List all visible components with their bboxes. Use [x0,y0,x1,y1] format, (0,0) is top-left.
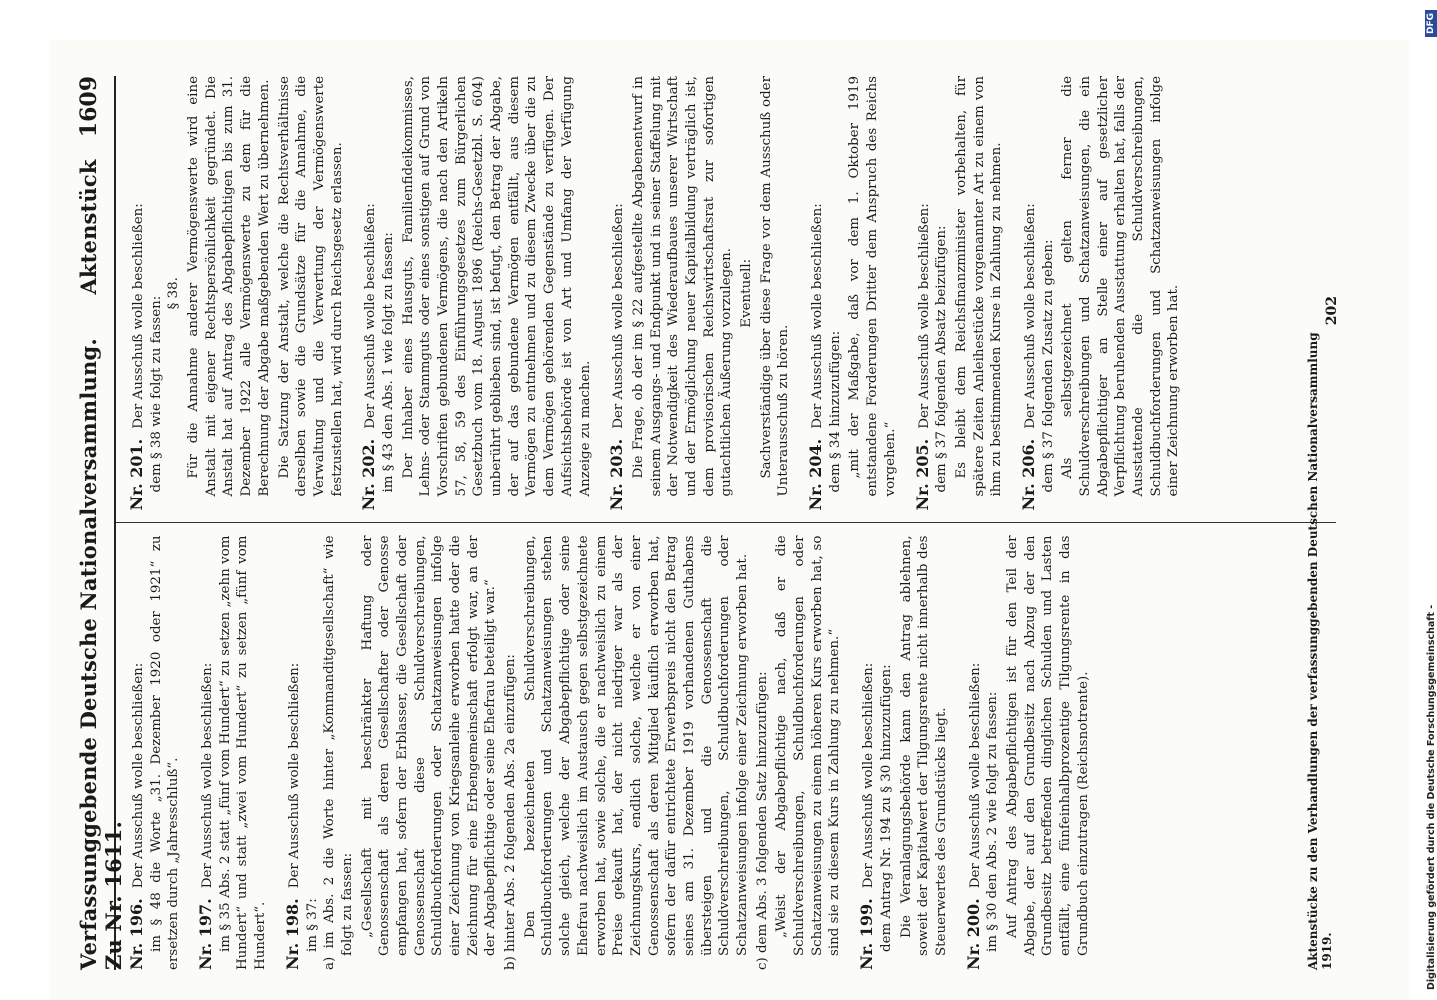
motion-intro: Der Ausschuß wolle beschließen: [131,662,146,889]
motion-quote: Der Inhaber eines Hausguts, Familienfideikommisses, Lehns- oder Stammguts oder eines sonstigen auf Grund von Vorschriften gebundenen Vermögens, die nach den Artikeln 57, 58, 59 des Einführungsgesetzes zum Bürgerlichen Gesetzbuch vom 18. August 1896 (Reichs-Gesetzbl. S. 604) unberührt geblieben sind, ist befugt, den Betrag der Abgabe, der auf das gebundene Vermögen entfällt, aus diesem Vermögen zu entnehmen und zu diesem Zwecke über die zu dem Vermögen gehörenden Gegenstände zu verfügen. Der Aufsichtsbehörde ist von Art und Umfang der Verfügung Anzeige zu machen. [400,76,593,497]
motion-quote: „mit der Maßgabe, daß vor dem 1. Oktober 1919 entstandene Forderungen Dritter dem Anspruch des Reichs vorgehen.“ [847,76,898,497]
motion-quote: Die Satzung der Anstalt, welche die Rechtsverhältnisse derselben sowie die Grundsätze für die Annahme, die Verwaltung und die Verwertung der Vermögenswerte festzustellen hat, wird durch Reichsgesetz erlassen. [276,76,345,497]
motion-198 [282,536,844,971]
motion-quote: Die Veranlagungsbehörde kann den Antrag ablehnen, soweit der Kapitalwert der Tilgungsrente nicht innerhalb des Steuerwertes des Grundstücks liegt. [898,535,949,956]
motion-number: Nr. 206. [1018,438,1038,511]
motion-text: dem § 38 wie folgt zu fassen: [148,295,164,493]
motion-201 [126,76,346,511]
motion-number: Nr. 202. [359,438,379,511]
motion-text: im § 30 den Abs. 2 wie folgt zu fassen: [985,691,1001,952]
motion-intro: Der Ausschuß wolle beschließen: [363,203,379,429]
right-column [116,76,1336,523]
motion-intro: Der Ausschuß wolle beschließen: [967,662,983,889]
motion-number: Nr. 204. [806,438,826,511]
motion-number: Nr. 203. [607,438,627,511]
motion-number: Nr. 198. [282,898,302,970]
motion-number: Nr. 199. [857,898,877,970]
motion-subpoint-b: b) hinter Abs. 2 folgenden Abs. 2a einzufügen: [503,654,519,970]
page-header [76,76,126,970]
motion-intro: Der Ausschuß wolle beschließen: [916,203,932,429]
motion-quote: Es bleibt dem Reichsfinanzminister vorbehalten, für spätere Zeiten Anleihestücke vorgenannter Art zu einem von ihm zu bestimmenden Kurse in Zahlung zu nehmen. [953,76,1005,497]
motion-204 [805,76,899,511]
motion-text: im § 37: [304,898,320,952]
document-reference: Aktenstück Zu Nr. 1611. [76,159,126,970]
motion-subpoint-c: c) dem Abs. 3 folgenden Satz hinzuzufügen: [754,671,770,970]
motion-197 [195,536,270,971]
motion-quote: Die Frage, ob der im § 22 aufgestellte Abgabenentwurf in seinem Ausgangs- und Endpunkt und in seiner Staffelung mit der Notwendigkeit des Wiederaufbaues unserer Wirtschaft und der Ermöglichung neuer Kapitalbildung verträglich ist, dem provisorischen Reichswirtschaftsrat zur sofortigen gutachtlichen Äußerung vorzulegen. [630,76,735,497]
motion-200 [963,536,1093,971]
motion-199 [856,536,950,971]
motion-quote-b: Den bezeichneten Schuldverschreibungen, Schuldbuchforderungen und Schatzanweisungen stehen solche gleich, welche der Abgabepflichtige oder seine Ehefrau nachweislich im Austausch gegen selbstgezeichnete erworben hat, sowie solche, die er nachweislich zu einem Preise gekauft hat, der nicht niedriger war als der Zeichnungskurs, endlich solche, welche er von einer Genossenschaft als deren Mitglied käuflich erworben hat, sofern der dafür entrichtete Erwerbspreis nicht den Betrag seines am 31. Dezember 1919 vorhandenen Guthabens übersteigen und die Genossenschaft die Schuldverschreibungen, Schuldbuchforderungen oder Schatzanweisungen infolge einer Zeichnung erworben hat. [522,535,750,956]
motion-intro: Der Ausschuß wolle beschließen: [861,662,877,889]
motion-quote-alt: Sachverständige über diese Frage vor dem Ausschuß oder Unterausschuß zu hören. [758,76,792,497]
assembly-title: Verfassunggebende Deutsche Nationalversammlung. [76,338,101,970]
motion-202 [358,76,594,511]
motion-205 [912,76,1006,511]
motion-intro: Der Ausschuß wolle beschließen: [286,662,302,889]
page-footer [1306,76,1340,970]
sheet-signature: 202 [1324,296,1340,326]
motion-206 [1018,76,1183,511]
motion-intro: Der Ausschuß wolle beschließen: [131,203,146,429]
document-page [50,40,1410,1000]
motion-text: dem § 37 folgenden Zusatz zu geben: [1040,239,1056,493]
motion-quote-a: „Gesellschaft mit beschränkter Haftung oder Genossenschaft als deren Gesellschafter oder Genosse empfangen hat, sofern der Erblasser, die Gesellschaft oder Genossenschaft diese Schuldverschreibungen, Schuldbuchforderungen oder Schatzanweisungen infolge einer Zeichnung von Kriegsanleihe erworben hatte oder die Zeichnung für eine Erbengemeinschaft erfolgt war, an der der Abgabepflichtige oder seine Ehefrau beteiligt war.“ [359,535,499,956]
motion-intro: Der Ausschuß wolle beschließen: [200,662,216,889]
section-heading: § 38. [166,277,182,310]
text-columns [116,76,1336,970]
footer-text: Aktenstücke zu den Verhandlungen der verfassunggebenden Deutschen Nationalversammlung 1919. [1306,332,1334,970]
motion-text: im § 48 die Worte „31. Dezember 1920 oder 1921“ zu ersetzen durch „Jahresschluß“. [148,535,182,970]
dfg-logo-icon: DFG [1425,10,1437,37]
eventuell-label: Eventuell: [739,258,754,328]
motion-quote: Als selbstgezeichnet gelten ferner die Schuldverschreibungen und Schatzanweisungen, die ein Abgabepflichtiger an Stelle einer auf gesetzlicher Verpflichtung beruhenden Ausstattung erhalten hat, falls der Ausstattende die Schuldverschreibungen, Schuldbuchforderungen und Schatzanweisungen infolge einer Zeichnung erworben hat. [1060,76,1182,497]
motion-text: im § 43 den Abs. 1 wie folgt zu fassen: [380,232,396,493]
motion-text: dem § 34 hinzuzufügen: [827,330,843,493]
motion-subpoint-a: a) im Abs. 2 die Worte hinter „Kommanditgesellschaft“ wie folgt zu fassen: [322,535,355,970]
motion-text: dem § 37 folgenden Absatz beizufügen: [934,225,950,493]
motion-number: Nr. 197. [196,898,216,970]
left-column [116,523,1336,971]
motion-number: Nr. 200. [963,898,983,970]
motion-intro: Der Ausschuß wolle beschließen: [1022,203,1038,429]
digitization-credit: Digitalisierung gefördert durch die Deutsche Forschungsgemeinschaft - [1425,604,1437,990]
motion-203 [606,76,793,511]
motion-text: im § 35 Abs. 2 statt „fünf vom Hundert“ zu setzen „zehn vom Hundert“ und statt „zwei vom Hundert“ zu setzen „fünf vom Hundert“. [217,535,269,970]
digitization-stamp [1425,0,1437,1000]
motion-text: dem Antrag Nr. 194 zu § 30 hinzuzufügen: [878,664,894,952]
motion-intro: Der Ausschuß wolle beschließen: [810,203,826,429]
motion-quote: Auf Antrag des Abgabepflichtigen ist für den Teil der Abgabe, der auf den Grundbesitz nach Abzug der den Grundbesitz betreffenden dinglichen Schulden und Lasten entfällt, eine fünfeinhalbprozentige Tilgungsrente in das Grundbuch einzutragen (Reichsnotrente). [1004,535,1091,956]
motion-number: Nr. 196. [127,898,146,970]
motion-quote: Für die Annahme anderer Vermögenswerte wird eine Anstalt mit eigener Rechtspersönlichkeit gegründet. Die Anstalt hat auf Antrag des Abgabepflichtigen bis zum 31. Dezember 1922 alle Vermögenswerte zu dem für die Berechnung der Abgabe maßgebenden Wert zu übernehmen. [186,76,272,497]
page-number: 1609 [76,76,102,138]
motion-intro: Der Ausschuß wolle beschließen: [611,203,627,429]
motion-number: Nr. 205. [912,438,932,511]
motion-196 [126,536,183,971]
motion-number: Nr. 201. [127,438,146,511]
motion-quote-c: „Weist der Abgabepflichtige nach, daß er die Schuldverschreibungen, Schuldbuchforderungen oder Schatzanweisungen zu einem höheren Kurs erworben hat, so sind sie zu diesem Kurs in Zahlung zu nehmen.“ [774,535,843,956]
